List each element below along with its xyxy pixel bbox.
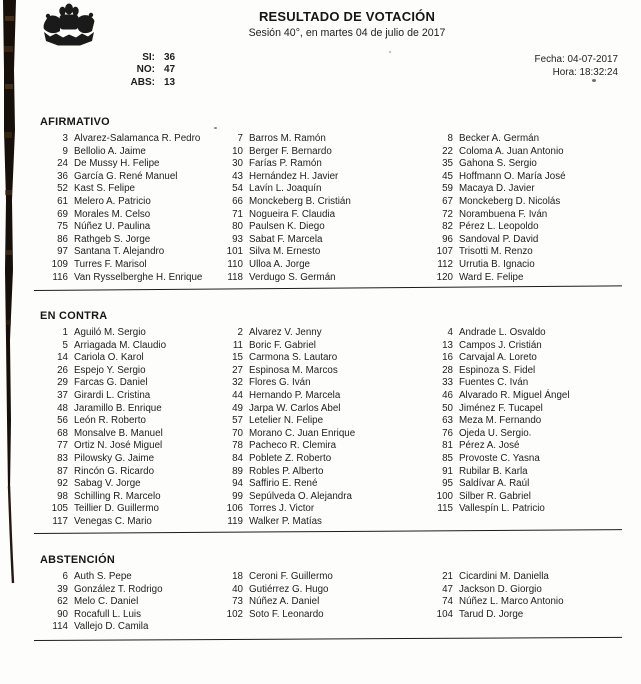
deputy-number: 83 [57,452,68,464]
deputy-number: 33 [442,377,453,389]
vote-row [28,478,641,491]
deputy-name: Morano C. Juan Enrique [249,427,356,439]
si-label: SI: [142,52,155,63]
vote-row [28,584,641,597]
vote-row [28,596,641,609]
vote-list-abstencion [0,571,641,634]
vote-row [28,272,641,285]
deputy-number: 63 [442,415,453,427]
deputy-name: Arriagada M. Claudio [74,339,167,351]
deputy-name: Sepúlveda O. Alejandra [249,490,352,502]
deputy-number: 61 [57,195,68,207]
deputy-number: 5 [62,339,68,351]
deputy-name: Venegas C. Mario [74,515,152,527]
deputy-number: 27 [232,364,243,376]
deputy-number: 114 [52,621,68,633]
deputy-number: 10 [232,145,243,157]
deputy-number: 11 [232,339,243,351]
deputy-number: 43 [232,170,243,182]
deputy-number [205,621,243,634]
section-afirmativo [0,116,641,284]
vote-row [28,491,641,504]
deputy-name: Ward E. Felipe [459,271,524,283]
deputy-number: 97 [57,246,68,258]
vote-row [28,390,641,403]
deputy-number: 45 [442,170,453,182]
vote-row [28,621,641,634]
vote-row [28,246,641,259]
deputy-number: 70 [232,427,243,439]
deputy-name: Robles P. Alberto [249,465,324,477]
deputy-name: Fuentes C. Iván [459,377,529,389]
deputy-number: 35 [442,158,453,170]
deputy-name: Gahona S. Sergio [459,158,537,170]
ink-speck [592,79,596,82]
deputy-number: 94 [232,478,243,490]
vote-row [28,327,641,340]
deputy-name: Andrade L. Osvaldo [459,327,546,338]
deputy-name: León R. Roberto [74,415,146,427]
deputy-number: 26 [57,364,68,376]
deputy-number: 49 [232,402,243,414]
vote-row [28,503,641,516]
deputy-name: Soto F. Leonardo [249,608,324,620]
deputy-number: 3 [62,133,68,144]
deputy-name: Pilowsky G. Jaime [74,452,155,464]
vote-row [28,516,641,529]
deputy-number: 13 [442,339,453,351]
vote-row [28,171,641,184]
vote-row [28,453,641,466]
deputy-name: Alvarez-Salamanca R. Pedro [74,133,201,144]
deputy-number: 90 [57,608,68,620]
vote-row [28,352,641,365]
deputy-number: 7 [237,133,243,144]
deputy-number: 56 [57,415,68,427]
deputy-name: Macaya D. Javier [459,183,535,195]
deputy-name: Poblete Z. Roberto [249,452,332,464]
deputy-name: Pérez L. Leopoldo [459,221,539,233]
deputy-name: Rocafull L. Luis [74,608,141,620]
hora-line: Hora: 18:32:24 [552,66,618,78]
deputy-name: Rathgeb S. Jorge [74,233,151,245]
deputy-number: 62 [57,596,68,608]
deputy-name [453,516,603,529]
deputy-number: 85 [442,452,453,464]
deputy-name: Van Rysselberghe H. Enrique [74,271,203,283]
deputy-number: 68 [57,427,68,439]
deputy-name: Morales M. Celso [74,208,151,220]
deputy-name: Farcas G. Daniel [74,377,148,389]
vote-row [28,259,641,272]
vote-row [28,428,641,441]
deputy-name: Núñez U. Paulina [74,221,151,233]
deputy-name: Núñez L. Marco Antonio [459,596,564,608]
deputy-number: 18 [232,571,243,582]
deputy-name: Auth S. Pepe [74,571,132,582]
deputy-number: 15 [232,352,243,364]
deputy-number: 16 [442,352,453,364]
deputy-name [243,621,380,634]
deputy-name: Alvarez V. Jenny [249,327,322,338]
section-title-abstencion: ABSTENCIÓN [40,554,116,566]
section-divider [34,285,622,291]
deputy-name: Saffirio E. René [249,478,318,490]
deputy-name: Monsalve B. Manuel [74,427,163,439]
title-block [107,9,587,39]
deputy-number: 37 [57,389,68,401]
deputy-name: Turres F. Marisol [74,258,147,270]
deputy-number: 22 [442,145,453,157]
deputy-number: 112 [437,258,453,270]
deputy-number: 98 [57,490,68,502]
deputy-name: Cicardini M. Daniella [459,571,549,582]
deputy-name: Gutiérrez G. Hugo [249,583,329,595]
deputy-name: Coloma A. Juan Antonio [459,145,564,157]
section-abstencion [0,554,641,634]
vote-row [28,196,641,209]
deputy-name [453,621,603,634]
vote-row [28,234,641,247]
deputy-name: De Mussy H. Felipe [74,158,160,170]
deputy-name: Lavín L. Joaquín [249,183,322,195]
deputy-name: Saldívar A. Raúl [459,478,530,490]
si-count: 36 [164,52,176,63]
deputy-number: 39 [57,583,68,595]
deputy-number: 117 [52,515,68,527]
deputy-number: 66 [232,195,243,207]
deputy-number: 77 [57,440,68,452]
deputy-name: Jarpa W. Carlos Abel [249,402,341,414]
deputy-number: 78 [232,440,243,452]
vote-row [28,365,641,378]
deputy-number: 81 [442,440,453,452]
deputy-number: 4 [447,327,453,338]
deputy-number: 87 [57,465,68,477]
deputy-name: Sandoval P. David [459,233,539,245]
deputy-name: Letelier N. Felipe [249,415,324,427]
deputy-number: 48 [57,402,68,414]
summary-row-si [98,52,175,64]
deputy-name: Nogueira F. Claudia [249,208,336,220]
deputy-name: Núñez A. Daniel [249,596,320,608]
deputy-name: Silva M. Ernesto [249,246,321,258]
deputy-number: 73 [232,596,243,608]
deputy-name: Flores G. Iván [249,377,311,389]
deputy-name: Barros M. Ramón [249,133,326,144]
deputy-name: Urrutia B. Ignacio [459,258,535,270]
deputy-number: 32 [232,377,243,389]
deputy-number: 93 [232,233,243,245]
deputy-name: Vallejo D. Camila [74,621,149,633]
deputy-name: Jaramillo B. Enrique [74,402,162,414]
deputy-number: 50 [442,402,453,414]
deputy-number: 52 [57,183,68,195]
vote-row [28,209,641,222]
deputy-number: 76 [442,427,453,439]
deputy-name: Schilling R. Marcelo [74,490,161,502]
deputy-name: Trisotti M. Renzo [459,246,533,258]
summary-row-abs [98,77,175,89]
deputy-number: 8 [447,133,453,144]
deputy-number: 104 [436,608,453,620]
deputy-number: 101 [226,246,243,258]
deputy-name: Farías P. Ramón [249,158,322,170]
deputy-name: Ortiz N. José Miguel [74,440,163,452]
deputy-name: Hoffmann O. María José [459,170,566,182]
deputy-number: 115 [437,503,453,515]
deputy-number: 69 [57,208,68,220]
deputy-number: 95 [442,478,453,490]
vote-row [28,403,641,416]
deputy-name: Ulloa A. Jorge [249,258,310,270]
deputy-number: 59 [442,183,453,195]
deputy-number: 89 [232,465,243,477]
deputy-name: Ceroni F. Guillermo [249,571,333,582]
deputy-name: Campos J. Cristián [459,339,542,351]
deputy-number: 24 [57,158,68,170]
deputy-number: 84 [232,452,243,464]
deputy-number: 46 [442,389,453,401]
deputy-number: 109 [51,258,68,270]
deputy-name: Silber R. Gabriel [459,490,531,502]
vote-list-afirmativo [0,133,641,284]
deputy-name: Carmona S. Lautaro [249,352,338,364]
deputy-name: Jackson D. Giorgio [459,583,542,595]
deputy-name: Alvarado R. Miguel Ángel [459,389,570,401]
deputy-number: 6 [62,571,68,582]
abs-count: 13 [164,76,176,88]
no-count: 47 [164,64,176,76]
deputy-name: Santana T. Alejandro [74,246,165,258]
deputy-number: 102 [226,608,243,620]
deputy-name: Norambuena F. Iván [459,208,548,220]
deputy-name: Melo C. Daniel [74,596,139,608]
section-title-en-contra: EN CONTRA [40,310,108,322]
deputy-name: Pérez A. José [459,440,520,452]
deputy-number: 1 [62,327,68,338]
deputy-name: Rincón G. Ricardo [74,465,155,477]
deputy-number: 120 [436,271,453,283]
vote-row [28,466,641,479]
vote-row [28,158,641,171]
ink-speck [529,434,531,436]
vote-summary [98,52,175,89]
deputy-number: 91 [442,465,453,477]
deputy-number: 71 [232,208,243,220]
deputy-name: Teillier D. Guillermo [74,503,159,515]
deputy-name: Hernando P. Marcela [249,389,341,401]
summary-row-no [98,64,175,76]
deputy-name: Verdugo S. Germán [249,271,336,283]
deputy-number: 72 [442,208,453,220]
vote-row [28,133,641,146]
deputy-name: Hernández H. Javier [249,170,339,182]
deputy-number: 74 [442,596,453,608]
deputy-name: Vallespín L. Patricio [459,503,545,515]
deputy-number: 96 [442,233,453,245]
vote-row [28,440,641,453]
deputy-number: 2 [237,327,243,338]
deputy-number: 80 [232,221,243,233]
ink-speck [389,51,391,53]
deputy-name: González T. Rodrigo [74,583,163,595]
deputy-number: 110 [227,258,243,270]
deputy-name: Provoste C. Yasna [459,452,540,464]
section-divider [34,529,622,534]
deputy-name: Berger F. Bernardo [249,145,332,157]
deputy-name: Sabag V. Jorge [74,478,141,490]
deputy-name: Torres J. Victor [249,503,315,515]
deputy-name: Boric F. Gabriel [249,339,316,351]
no-label: NO: [136,64,155,76]
vote-row [28,221,641,234]
deputy-number: 57 [232,415,243,427]
vote-row [28,377,641,390]
deputy-name: Cariola O. Karol [74,352,144,364]
deputy-number: 107 [436,246,453,258]
deputy-number [380,621,453,634]
vote-row [28,609,641,622]
section-title-afirmativo: AFIRMATIVO [40,116,110,128]
deputy-name: Monckeberg D. Nicolás [459,195,561,207]
vote-row [28,415,641,428]
deputy-number: 86 [57,233,68,245]
deputy-name: Girardi L. Cristina [74,389,151,401]
vote-row [28,183,641,196]
section-divider [34,637,622,641]
deputy-number [380,516,453,529]
deputy-number: 21 [442,571,453,582]
deputy-name: Monckeberg B. Cristián [249,195,351,207]
meta-block [535,54,618,79]
deputy-name: Carvajal A. Loreto [459,352,537,364]
deputy-number: 47 [442,583,453,595]
deputy-number: 14 [57,352,68,364]
vote-row [28,571,641,584]
deputy-name: Tarud D. Jorge [459,608,524,620]
deputy-name: Walker P. Matías [249,515,322,527]
deputy-number: 67 [442,195,453,207]
abs-label: ABS: [130,76,155,88]
deputy-number: 29 [57,377,68,389]
deputy-name: Bellolio A. Jaime [74,145,146,157]
deputy-name: Sabat F. Marcela [249,233,323,245]
deputy-number: 44 [232,389,243,401]
deputy-name: Jiménez F. Tucapel [459,402,543,414]
vote-list-en-contra [0,327,641,529]
page-title: RESULTADO DE VOTACIÓN [258,9,436,24]
deputy-name: Aguiló M. Sergio [74,327,146,338]
deputy-number: 82 [442,221,453,233]
deputy-name: Espinosa M. Marcos [249,364,338,376]
deputy-name: Kast S. Felipe [74,183,135,195]
deputy-name: García G. René Manuel [74,170,178,182]
chile-coat-of-arms-icon [36,3,102,49]
fecha-line: Fecha: 04-07-2017 [534,54,618,65]
deputy-number: 118 [227,271,243,283]
vote-row [28,146,641,159]
deputy-number: 54 [232,183,243,195]
deputy-name: Meza M. Fernando [459,415,542,427]
deputy-number: 106 [226,503,243,515]
deputy-number: 30 [232,158,243,170]
deputy-number: 36 [57,170,68,182]
session-subtitle: Sesión 40°, en martes 04 de julio de 2017 [248,27,446,39]
deputy-number: 100 [436,490,453,502]
deputy-name: Rubilar B. Karla [459,465,528,477]
section-en-contra [0,310,641,529]
deputy-name: Espejo Y. Sergio [74,364,146,376]
deputy-name: Paulsen K. Diego [249,221,325,233]
deputy-name: Melero A. Patricio [74,195,151,207]
deputy-name: Becker A. Germán [459,133,540,144]
ink-speck [214,127,217,129]
deputy-name: Espinoza S. Fidel [459,364,536,376]
deputy-name: Ojeda U. Sergio [459,427,529,439]
vote-row [28,340,641,353]
deputy-number: 75 [57,221,68,233]
deputy-number: 116 [52,271,68,283]
deputy-number: 9 [62,145,68,157]
deputy-number: 28 [442,364,453,376]
deputy-number: 99 [232,490,243,502]
deputy-number: 105 [51,503,68,515]
deputy-number: 40 [232,583,243,595]
deputy-number: 92 [57,478,68,490]
deputy-number: 119 [227,515,243,527]
deputy-name: Pacheco R. Clemira [249,440,337,452]
